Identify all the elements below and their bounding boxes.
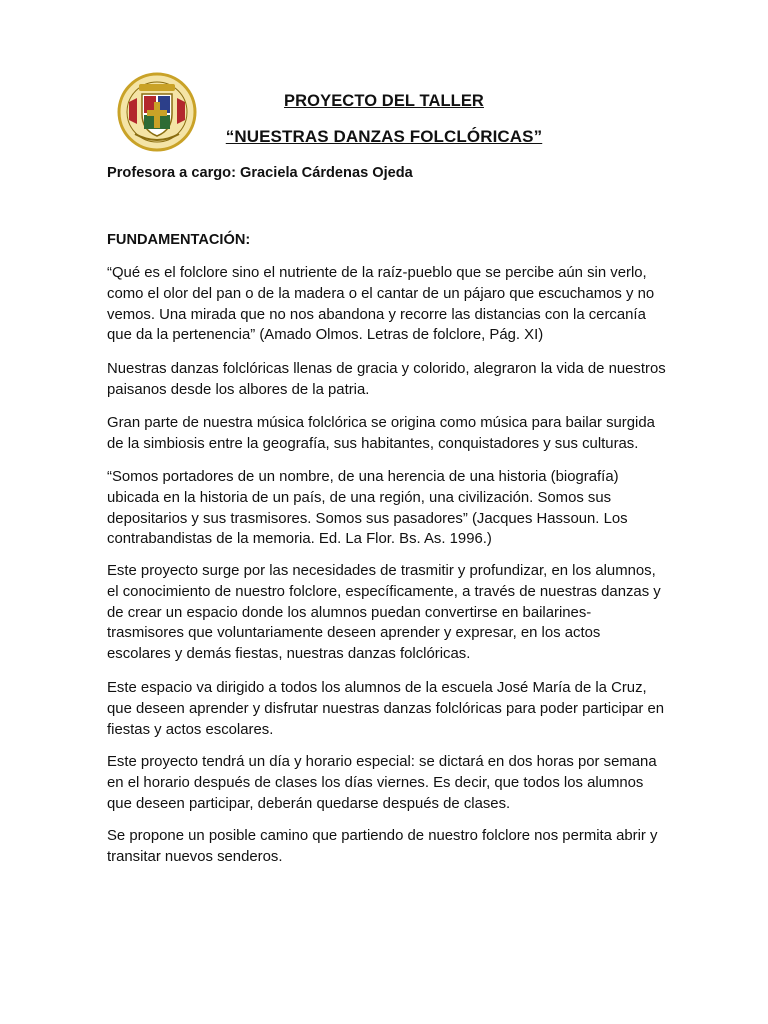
paragraph-proyecto: Este proyecto surge por las necesidades de trasmitir y profundizar, en los alumnos, el conocimiento de nuestro folclore, específicamente, a través de nuestras danzas y de crear un espacio donde los alumnos puedan convertirse en bailarines-trasmisores que voluntariamente deseen aprender y expresar, en los actos escolares y demás fiestas, nuestras danzas folclóricas. [107,563,661,663]
paragraph-musica: Gran parte de nuestra música folclórica se origina como música para bailar surgida de la simbiosis entre la geografía, sus habitantes, conquistadores y sus culturas. [107,415,655,452]
document-subtitle: “NUESTRAS DANZAS FOLCLÓRICAS” [225,127,543,146]
paragraph-horario: Este proyecto tendrá un día y horario especial: se dictará en dos horas por semana en el horario después de clases los días viernes. Es decir, que todos los alumnos que deseen participar, deberán quedarse después de clases. [107,754,657,812]
paragraph-camino: Se propone un posible camino que partiendo de nuestro folclore nos permita abrir y transitar nuevos senderos. [107,828,658,865]
paragraph-danzas: Nuestras danzas folclóricas llenas de gracia y colorido, alegraron la vida de nuestros paisanos desde los albores de la patria. [107,361,666,398]
teacher-line: Profesora a cargo: Graciela Cárdenas Ojeda [107,165,413,181]
document-title: PROYECTO DEL TALLER [284,92,484,110]
quote-olmos: “Qué es el folclore sino el nutriente de la raíz-pueblo que se percibe aún sin verlo, como el olor del pan o de la madera o el cantar de un pájaro que escuchamos y no vemos. Una mirada que no nos abandona y recorre las distancias con la cercanía que da la pertenencia” (Amado Olmos. Letras de folclore, Pág. XI) [107,265,655,344]
paragraph-espacio: Este espacio va dirigido a todos los alumnos de la escuela José María de la Cruz, que deseen aprender y disfrutar nuestras danzas folclóricas para poder participar en fiestas y actos escolares. [107,680,665,738]
section-heading: FUNDAMENTACIÓN: [107,232,251,248]
quote-hassoun: “Somos portadores de un nombre, de una herencia de una historia (biografía) ubicada en la historia de un país, de una región, una civilización. Somos sus depositarios y sus trasmisores. Somos sus pasadores” (Jacques Hassoun. Los contrabandistas de la memoria. Ed. La Flor. Bs. As. 1996.) [107,469,628,548]
